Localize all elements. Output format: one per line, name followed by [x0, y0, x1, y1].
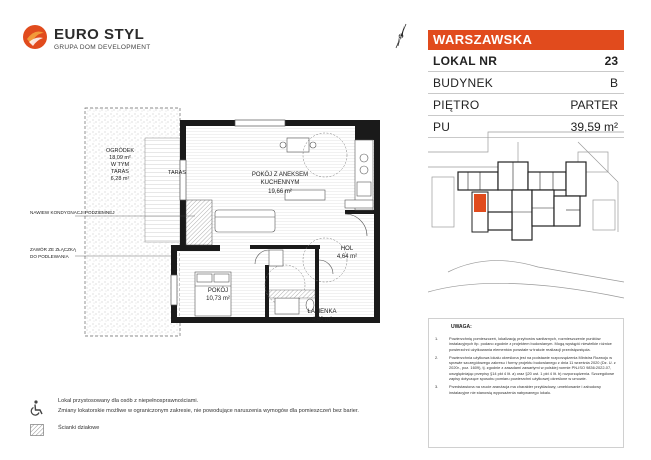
notes-title: UWAGA:: [451, 324, 472, 330]
room-area-hall: 4,64 m²: [336, 254, 358, 260]
terrace-area: [145, 138, 180, 242]
highlighted-unit-marker: [474, 194, 486, 212]
logo-mark-icon: [22, 24, 48, 50]
garden-label-5: 6,28 m²: [110, 176, 130, 182]
annotation-ventilation: NAWIEW KONDYGNACJI PODZIEMNEJ: [30, 210, 115, 215]
info-row-unit-number: [428, 50, 624, 72]
note-number: 2.: [435, 354, 439, 360]
info-label: PU: [433, 119, 451, 134]
room-name-living: POKÓJ Z ANEKSEM: [251, 172, 309, 178]
room-name-hall: HOL: [340, 246, 354, 252]
brand-subtitle: GRUPA DOM DEVELOPMENT: [54, 44, 151, 51]
info-value: 23: [604, 53, 618, 68]
info-label: LOKAL NR: [433, 53, 498, 68]
legend-walls-text: Ścianki działowe: [58, 425, 100, 431]
info-label: BUDYNEK: [433, 75, 494, 90]
notes-box: [428, 318, 624, 448]
brand-name: EURO STYL: [54, 26, 145, 43]
info-value: B: [609, 75, 618, 90]
garden-label-2: 18,09 m²: [109, 155, 131, 161]
note-number: 1.: [435, 336, 439, 341]
note-item: [435, 355, 617, 381]
brand-logo: [22, 24, 152, 56]
garden-label-3: W TYM: [110, 162, 130, 168]
info-value: 39,59 m²: [570, 119, 618, 134]
room-area-bathroom: 4,56 m²: [311, 317, 333, 323]
annotation-valve-2: DO PODLEWANIA: [30, 254, 69, 259]
compass-icon: [390, 22, 412, 50]
note-text: Przedstawiona na rzucie aranżacja ma charakter przykładowy, umeblowanie i zabudowy instalacyjne nie stanowią wyposażenia nabywanego lokalu.: [449, 384, 601, 395]
info-row-building: [428, 72, 624, 94]
terrace-label: TARAS: [168, 170, 186, 176]
partition-wall-hatch-icon: [30, 424, 44, 436]
note-text: Powierzchnia użytkowa lokalu określona jest na podstawie rozporządzenia Ministra Rozwoju w sprawie szczegółowego zakresu i formy projektu budowlanego z dnia 11 września 2020 (Dz. U. z 2020r., poz. 1609), tj. zgodnie z zasadami zawartymi w polskiej normie PN-ISO 9836:2022-07, uwzględniając przepisy §14 pkt 4 lit. a) oraz §20 ust. 1 pkt 4 lit. b) rozporządzenia. Szczegółowe zapisy dotyczące sposobu pomiaru powierzchni użytkowej określone w umowie.: [449, 354, 616, 382]
site-key-plan: [428, 119, 624, 308]
room-name-bathroom: ŁAZIENKA: [307, 309, 337, 315]
annotation-valve-1: ZAWÓR ZE ZŁĄCZKĄ: [30, 247, 77, 252]
legend-accessible-text-2: Zmiany lokatorskie możliwe w ograniczonym zakresie, nie powodujące naruszenia wymogów dla pomieszczeń bez barier.: [58, 408, 359, 414]
garden-label-4: TARAS: [111, 169, 129, 175]
room-name-living-line2: KUCHENNYM: [260, 180, 300, 186]
wheelchair-icon: [30, 400, 44, 416]
info-value: PARTER: [570, 97, 618, 112]
city-header: WARSZAWSKA: [428, 30, 624, 50]
note-item: [435, 336, 617, 352]
note-number: 3.: [435, 384, 439, 390]
room-area-living: 19,66 m²: [268, 189, 292, 195]
info-row-floor: [428, 94, 624, 116]
garden-label-1: OGRÓDEK: [105, 148, 135, 154]
note-text: Powierzchnię pomieszczeń, lokalizację przyborów sanitarnych, rozmieszczenie punktów instalacyjnych itp. podano zgodnie z projektem budowlanym. Mogą wystąpić niewielkie różnice powierzchni użytkowania elementów powstałe w trakcie realizacji przedsięwzięcia.: [449, 336, 612, 352]
room-area-bedroom: 10,73 m²: [206, 296, 230, 302]
floor-plan: [25, 100, 400, 340]
legend-accessible-text-1: Lokal przystosowany dla osób z niepełnosprawnościami.: [58, 398, 199, 404]
info-label: PIĘTRO: [433, 97, 480, 112]
room-name-bedroom: POKÓJ: [207, 288, 229, 294]
note-item: [435, 384, 617, 395]
